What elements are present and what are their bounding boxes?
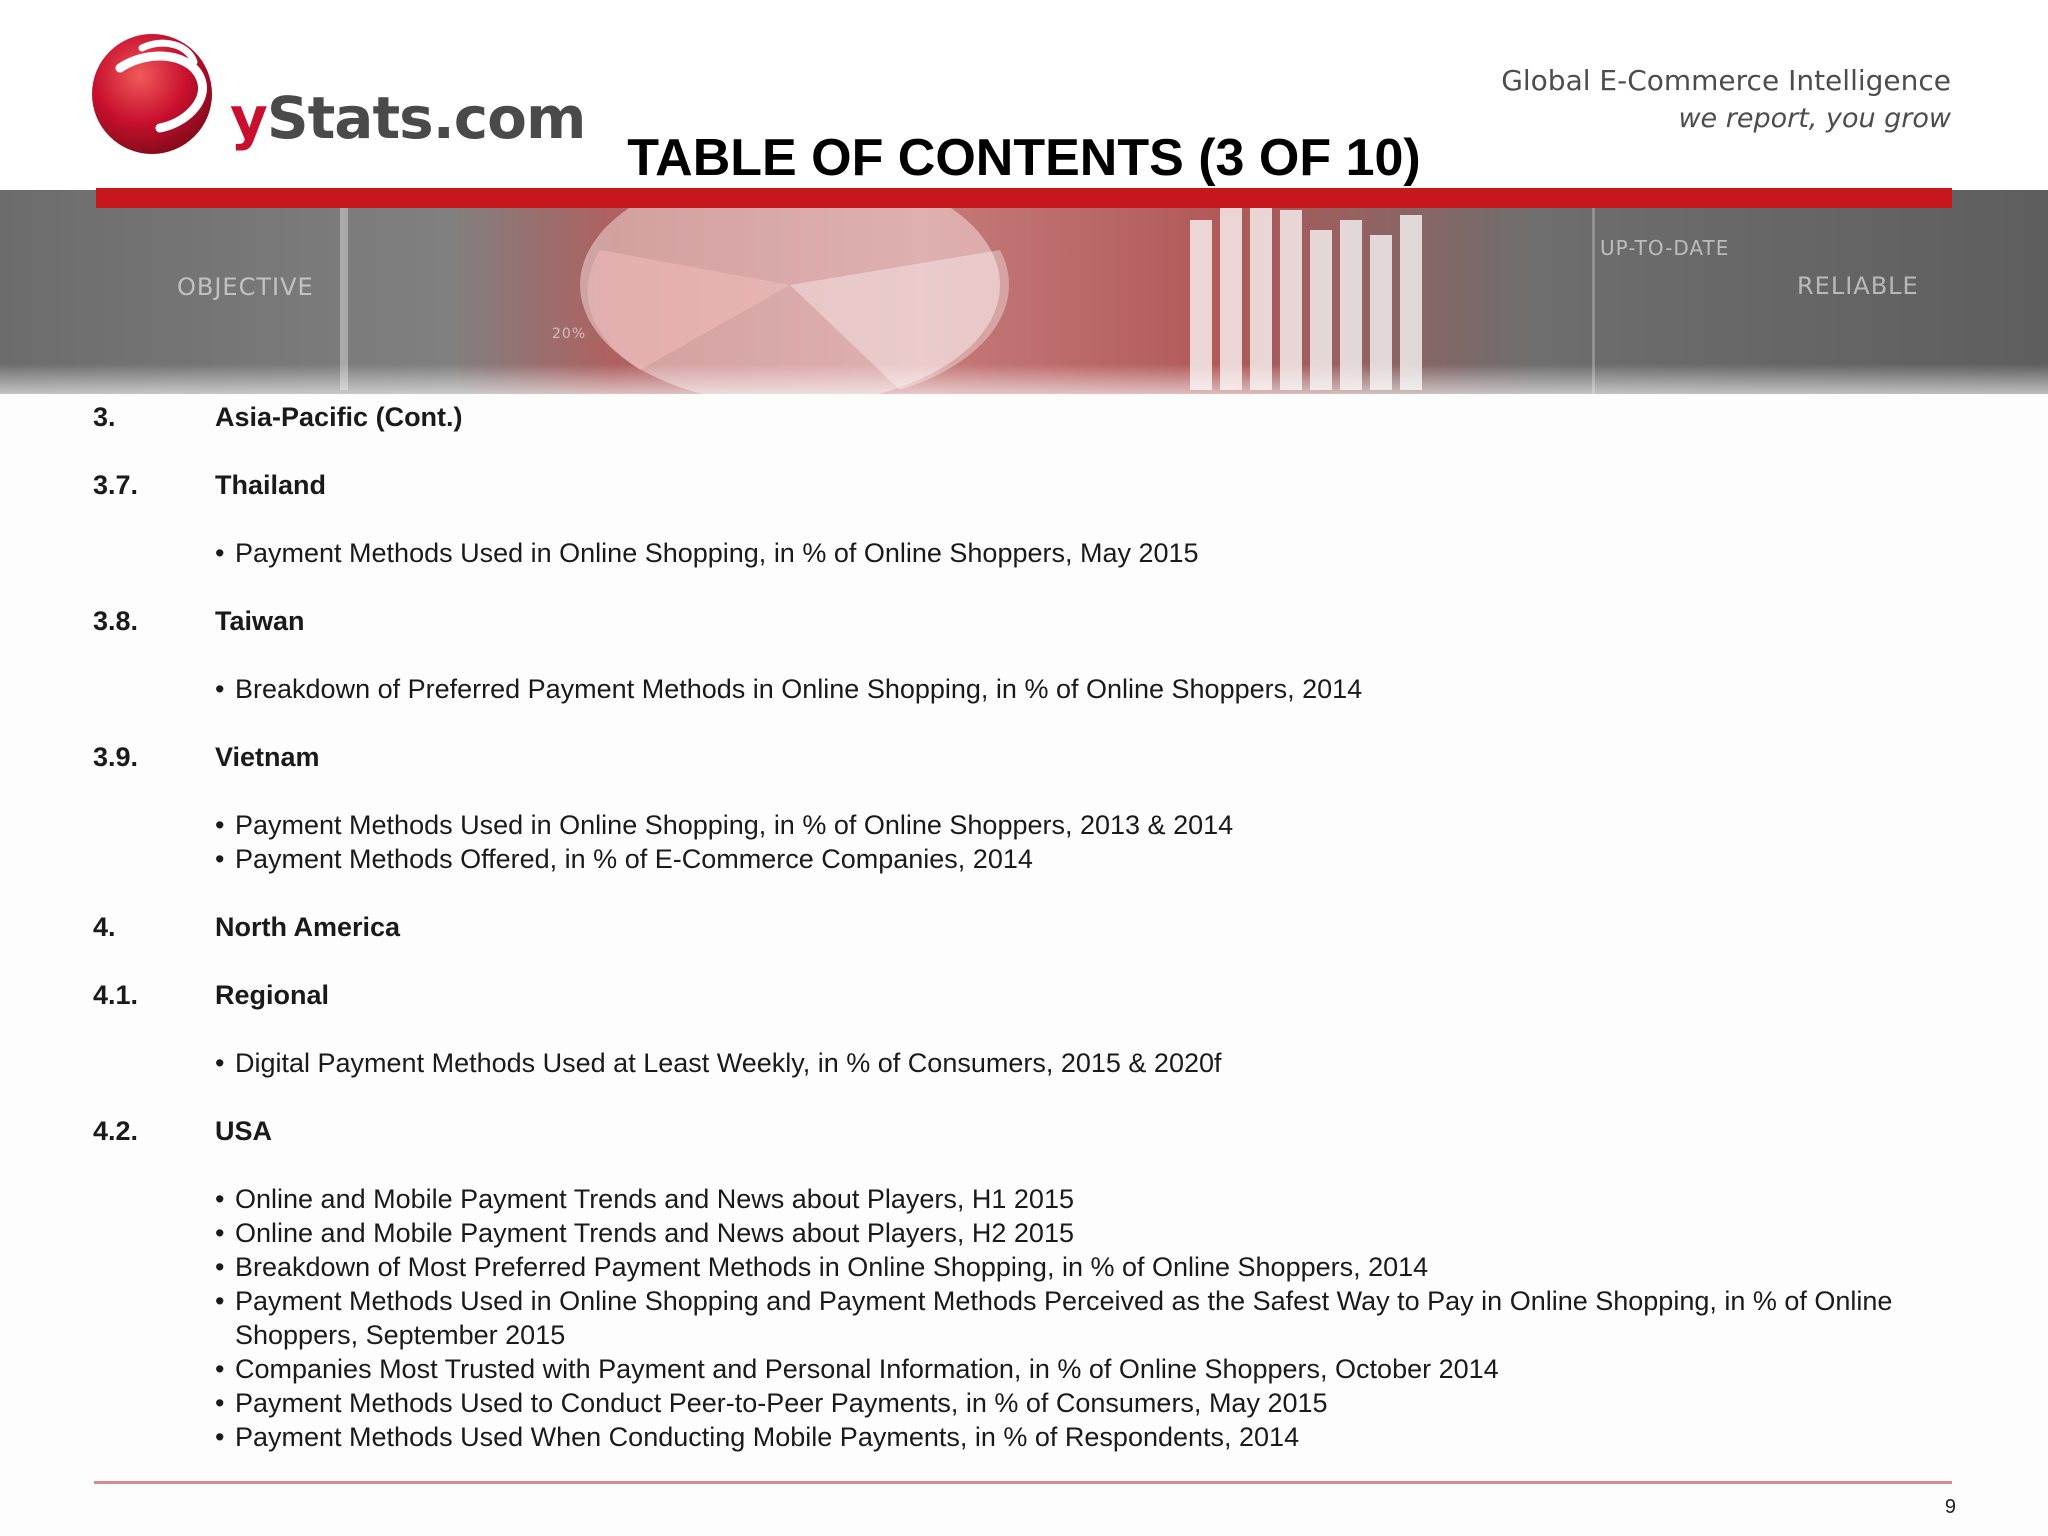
toc-item: • Companies Most Trusted with Payment and Personal Information, in % of Online Shoppers, October 2014 [215,1352,1993,1386]
toc-item: • Breakdown of Preferred Payment Methods in Online Shopping, in % of Online Shoppers, 2014 [215,672,1993,706]
section-heading: North America [215,912,401,942]
banner-label-objective: OBJECTIVE [177,273,314,301]
toc-section [93,910,1993,944]
page-title: TABLE OF CONTENTS (3 OF 10) [627,129,1421,187]
section-heading: Taiwan [215,606,305,636]
header-red-bar [96,188,1952,208]
toc-item-list [215,1182,1993,1454]
toc-item: • Payment Methods Used in Online Shopping, in % of Online Shoppers, 2013 & 2014 [215,808,1993,842]
toc-item: • Payment Methods Used in Online Shopping and Payment Methods Perceived as the Safest Way to Pay in Online Shopping, in % of Online Shoppers, September 2015 [215,1284,1993,1352]
toc-item: • Payment Methods Used When Conducting Mobile Payments, in % of Respondents, 2014 [215,1420,1993,1454]
toc-item-list [215,672,1993,706]
section-heading: Regional [215,980,330,1010]
toc-section [93,400,1993,434]
tagline-secondary: we report, you grow [1678,103,1951,134]
toc-item-list [215,1046,1993,1080]
header-banner [0,190,2048,394]
toc-content [93,400,1993,1488]
footer-divider [94,1481,1952,1484]
section-number: 3.7. [93,470,139,500]
toc-item: • Online and Mobile Payment Trends and News about Players, H2 2015 [215,1216,1993,1250]
tagline-primary: Global E-Commerce Intelligence [1501,64,1951,97]
header [0,0,2048,190]
toc-item: • Payment Methods Offered, in % of E-Commerce Companies, 2014 [215,842,1993,876]
banner-label-percent: 20% [552,326,587,342]
section-number: 3.8. [93,606,139,636]
toc-section [93,1114,1993,1148]
section-heading: Vietnam [215,742,320,772]
toc-item-list [215,536,1993,570]
toc-section [93,468,1993,502]
toc-item: • Payment Methods Used to Conduct Peer-to-Peer Payments, in % of Consumers, May 2015 [215,1386,1993,1420]
banner-label-reliable: RELIABLE [1797,272,1919,300]
page-number: 9 [1944,1496,1956,1518]
section-heading: Asia-Pacific (Cont.) [215,402,463,432]
section-number: 4. [93,912,116,942]
logo-wordmark: yStats.com [230,84,586,152]
toc-item: • Online and Mobile Payment Trends and News about Players, H1 2015 [215,1182,1993,1216]
toc-section [93,740,1993,774]
tagline [1501,64,1951,134]
banner-label-up-to-date: UP-TO-DATE [1600,236,1730,260]
section-heading: USA [215,1116,273,1146]
toc-item: • Breakdown of Most Preferred Payment Methods in Online Shopping, in % of Online Shoppers, 2014 [215,1250,1993,1284]
toc-item: • Payment Methods Used in Online Shopping, in % of Online Shoppers, May 2015 [215,536,1993,570]
section-number: 3.9. [93,742,139,772]
section-number: 4.2. [93,1116,139,1146]
toc-section [93,604,1993,638]
toc-item-list [215,808,1993,876]
section-number: 3. [93,402,116,432]
toc-item: • Digital Payment Methods Used at Least Weekly, in % of Consumers, 2015 & 2020f [215,1046,1993,1080]
section-heading: Thailand [215,470,327,500]
section-number: 4.1. [93,980,139,1010]
toc-section [93,978,1993,1012]
